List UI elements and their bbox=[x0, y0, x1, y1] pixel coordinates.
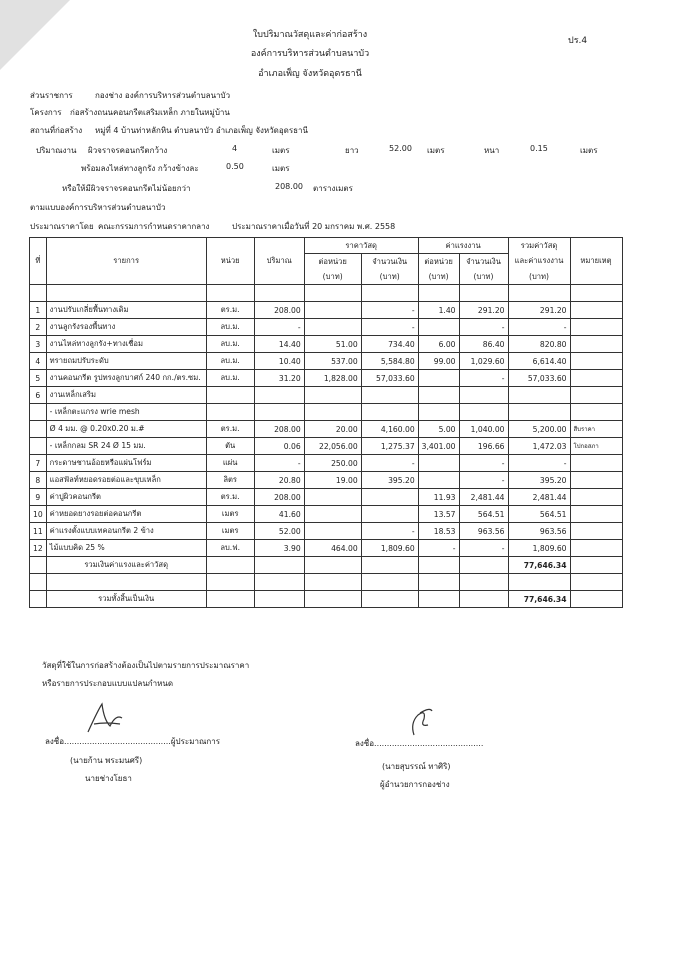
col-item: รายการ bbox=[46, 238, 206, 285]
cell-remark bbox=[570, 540, 622, 557]
cell-lamt: 86.40 bbox=[459, 336, 508, 353]
subtotal-value: 77,646.34 bbox=[508, 557, 570, 574]
cell-lamt: - bbox=[459, 319, 508, 336]
table-row bbox=[30, 438, 623, 455]
cell-mamt bbox=[361, 387, 418, 404]
cell-unit: ลบ.ม. bbox=[206, 353, 254, 370]
cell-item: Ø 4 มม. @ 0.20x0.20 ม.# bbox=[46, 421, 206, 438]
cell-qty: 10.40 bbox=[254, 353, 304, 370]
cell-remark bbox=[570, 404, 622, 421]
col-labor-group: ค่าแรงงาน bbox=[418, 238, 508, 254]
cell-unit: ลบ.ฟ. bbox=[206, 540, 254, 557]
cell-item: ไม้แบบคิด 25 % bbox=[46, 540, 206, 557]
cell-total: 1,472.03 bbox=[508, 438, 570, 455]
cell-item: งานลูกรังรองพื้นทาง bbox=[46, 319, 206, 336]
estimate-date: ประมาณราคาเมื่อวันที่ 20 มกราคม พ.ศ. 2558 bbox=[232, 222, 396, 231]
length-value: 52.00 bbox=[389, 144, 412, 153]
cell-qty bbox=[254, 387, 304, 404]
cell-remark bbox=[570, 353, 622, 370]
cell-qty: - bbox=[254, 319, 304, 336]
table-row bbox=[30, 404, 623, 421]
shoulder-value: 0.50 bbox=[226, 162, 244, 171]
estimator-value: คณะกรรมการกำหนดราคากลาง bbox=[98, 222, 210, 231]
doc-title: ใบปริมาณวัสดุและค่าก่อสร้าง bbox=[252, 30, 368, 40]
cost-table bbox=[29, 237, 623, 608]
table-row bbox=[30, 455, 623, 472]
qty-desc: ผิวจราจรคอนกรีตกว้าง bbox=[88, 146, 168, 155]
cell-item: ค่าแรงตั้งแบบเทคอนกรีต 2 ข้าง bbox=[46, 523, 206, 540]
cell-lup: 18.53 bbox=[418, 523, 459, 540]
cell-unit bbox=[206, 404, 254, 421]
cell-lamt: - bbox=[459, 540, 508, 557]
cell-total: 395.20 bbox=[508, 472, 570, 489]
cell-mamt: 395.20 bbox=[361, 472, 418, 489]
cell-lup bbox=[418, 404, 459, 421]
cell-unit: ตร.ม. bbox=[206, 489, 254, 506]
cell-lup: 5.00 bbox=[418, 421, 459, 438]
col-material-amount: จำนวนเงิน bbox=[361, 254, 418, 270]
right-signer-name: (นายสุบรรณ์ ทาศิริ) bbox=[382, 762, 451, 771]
col-material-group: ราคาวัสดุ bbox=[304, 238, 418, 254]
table-row bbox=[30, 523, 623, 540]
cell-item: ทรายถมปรับระดับ bbox=[46, 353, 206, 370]
cell-lamt bbox=[459, 404, 508, 421]
cell-lup: 6.00 bbox=[418, 336, 459, 353]
col-unit: หน่วย bbox=[206, 238, 254, 285]
cell-qty: 41.60 bbox=[254, 506, 304, 523]
site-value: หมู่ที่ 4 บ้านท่าหลักหิน ตำบลนาบัว อำเภอเพ็ญ จังหวัดอุดรธานี bbox=[95, 126, 309, 135]
cell-item: แอสฟัลท์หยอดรอยต่อและขุบเหล็ก bbox=[46, 472, 206, 489]
cell-mup bbox=[304, 404, 361, 421]
cell-qty: 0.06 bbox=[254, 438, 304, 455]
cell-no: 4 bbox=[30, 353, 47, 370]
cell-qty: 3.90 bbox=[254, 540, 304, 557]
subtotal-row bbox=[30, 557, 623, 574]
cell-lamt bbox=[459, 387, 508, 404]
table-row bbox=[30, 370, 623, 387]
table-row bbox=[30, 506, 623, 523]
table-row bbox=[30, 540, 623, 557]
cell-qty: 208.00 bbox=[254, 421, 304, 438]
cell-no: 8 bbox=[30, 472, 47, 489]
right-sign-line: ลงชื่อ........................................... bbox=[355, 739, 484, 748]
cell-no: 12 bbox=[30, 540, 47, 557]
col-baht: (บาท) bbox=[304, 269, 361, 285]
thick-unit: เมตร bbox=[580, 146, 598, 155]
cell-lamt: - bbox=[459, 370, 508, 387]
cell-no: 7 bbox=[30, 455, 47, 472]
cell-total: 820.80 bbox=[508, 336, 570, 353]
cell-qty: 14.40 bbox=[254, 336, 304, 353]
cell-lamt: 196.66 bbox=[459, 438, 508, 455]
cell-no: 3 bbox=[30, 336, 47, 353]
cell-total: 963.56 bbox=[508, 523, 570, 540]
cell-mup: 1,828.00 bbox=[304, 370, 361, 387]
note-line-1: วัสดุที่ใช้ในการก่อสร้างต้องเป็นไปตามรายการประมาณราคา bbox=[42, 661, 250, 670]
cell-remark bbox=[570, 370, 622, 387]
cell-unit: ตร.ม. bbox=[206, 302, 254, 319]
col-total-group: รวมค่าวัสดุ bbox=[508, 238, 570, 254]
cell-no: 2 bbox=[30, 319, 47, 336]
cell-remark bbox=[570, 472, 622, 489]
cell-remark bbox=[570, 523, 622, 540]
cell-lamt: 2,481.44 bbox=[459, 489, 508, 506]
left-signer-name: (นายก้าน พระมนศรี) bbox=[70, 756, 143, 765]
cell-total: 291.20 bbox=[508, 302, 570, 319]
cell-lamt: 963.56 bbox=[459, 523, 508, 540]
table-row bbox=[30, 302, 623, 319]
grand-total-value: 77,646.34 bbox=[508, 591, 570, 608]
cell-total: - bbox=[508, 455, 570, 472]
cell-item: ค่าหยอดยางรอยต่อคอนกรีต bbox=[46, 506, 206, 523]
cell-no: 10 bbox=[30, 506, 47, 523]
cell-unit: แผ่น bbox=[206, 455, 254, 472]
cell-item: - เหล็กตะแกรง wrie mesh bbox=[46, 404, 206, 421]
cell-mamt: 4,160.00 bbox=[361, 421, 418, 438]
cell-mup: 22,056.00 bbox=[304, 438, 361, 455]
cell-unit bbox=[206, 387, 254, 404]
cell-no bbox=[30, 438, 47, 455]
cell-total bbox=[508, 387, 570, 404]
cell-item: กระดาษชานอ้อยหรือแผ่นโฟร์ม bbox=[46, 455, 206, 472]
cell-lup bbox=[418, 370, 459, 387]
col-baht: (บาท) bbox=[459, 269, 508, 285]
cell-total: 6,614.40 bbox=[508, 353, 570, 370]
shoulder-unit: เมตร bbox=[272, 164, 290, 173]
table-row bbox=[30, 472, 623, 489]
cell-total: 57,033.60 bbox=[508, 370, 570, 387]
cell-unit: ลิตร bbox=[206, 472, 254, 489]
cell-total: 1,809.60 bbox=[508, 540, 570, 557]
cell-remark bbox=[570, 387, 622, 404]
left-sign-line: ลงชื่อ..........................................ผู้ประมาณการ bbox=[45, 737, 221, 746]
cell-lup: 1.40 bbox=[418, 302, 459, 319]
cell-total: 5,200.00 bbox=[508, 421, 570, 438]
cell-lamt: - bbox=[459, 455, 508, 472]
site-label: สถานที่ก่อสร้าง bbox=[30, 126, 83, 135]
page-corner-shadow bbox=[0, 0, 70, 70]
cell-remark: สืบราคา bbox=[570, 421, 622, 438]
cell-mamt: - bbox=[361, 455, 418, 472]
col-total-group2: และค่าแรงงาน bbox=[508, 254, 570, 270]
spacer-row bbox=[30, 574, 623, 591]
dept-value: กองช่าง องค์การบริหารส่วนตำบลนาบัว bbox=[95, 91, 231, 100]
cell-mup bbox=[304, 387, 361, 404]
cell-mamt: 5,584.80 bbox=[361, 353, 418, 370]
cell-lamt: - bbox=[459, 472, 508, 489]
length-label: ยาว bbox=[345, 146, 359, 155]
cell-mamt bbox=[361, 506, 418, 523]
cell-item: งานเหล็กเสริม bbox=[46, 387, 206, 404]
cell-mup: 537.00 bbox=[304, 353, 361, 370]
cost-table-body bbox=[30, 302, 623, 557]
qty-label: ปริมาณงาน bbox=[36, 146, 77, 155]
table-row bbox=[30, 336, 623, 353]
cell-remark bbox=[570, 489, 622, 506]
header-spacer-cell bbox=[30, 285, 47, 302]
table-row bbox=[30, 353, 623, 370]
cell-mup bbox=[304, 319, 361, 336]
cell-no bbox=[30, 421, 47, 438]
cell-no: 9 bbox=[30, 489, 47, 506]
cell-no: 1 bbox=[30, 302, 47, 319]
cell-mamt: - bbox=[361, 302, 418, 319]
cell-lamt: 291.20 bbox=[459, 302, 508, 319]
grand-total-row bbox=[30, 591, 623, 608]
cell-lup bbox=[418, 387, 459, 404]
col-labor-amount: จำนวนเงิน bbox=[459, 254, 508, 270]
cell-mup bbox=[304, 506, 361, 523]
right-signer-role: ผู้อำนวยการกองช่าง bbox=[380, 780, 450, 789]
cell-mamt: 1,275.37 bbox=[361, 438, 418, 455]
cell-mup bbox=[304, 302, 361, 319]
cell-no: 6 bbox=[30, 387, 47, 404]
cell-item: งานคอนกรีต รูปทรงลูกบาศก์ 240 กก./ตร.ซม. bbox=[46, 370, 206, 387]
form-code: ปร.4 bbox=[568, 36, 588, 46]
cell-item: งานปรับเกลี่ยพื้นทางเดิม bbox=[46, 302, 206, 319]
cell-no: 11 bbox=[30, 523, 47, 540]
cell-mup bbox=[304, 489, 361, 506]
left-signature-scribble bbox=[80, 700, 130, 738]
table-row bbox=[30, 489, 623, 506]
col-no: ที่ bbox=[30, 238, 47, 285]
cell-unit: ลบ.ม. bbox=[206, 336, 254, 353]
col-labor-unit-price: ต่อหน่วย bbox=[418, 254, 459, 270]
dept-label: ส่วนราชการ bbox=[30, 91, 73, 100]
cell-qty: 52.00 bbox=[254, 523, 304, 540]
cell-unit: เมตร bbox=[206, 523, 254, 540]
area-value: 208.00 bbox=[275, 182, 303, 191]
col-baht: (บาท) bbox=[508, 269, 570, 285]
cell-remark: โปกอสภา bbox=[570, 438, 622, 455]
cell-qty: 31.20 bbox=[254, 370, 304, 387]
cell-mamt: 734.40 bbox=[361, 336, 418, 353]
table-row bbox=[30, 387, 623, 404]
cell-remark bbox=[570, 336, 622, 353]
col-material-unit-price: ต่อหน่วย bbox=[304, 254, 361, 270]
table-row bbox=[30, 421, 623, 438]
cell-qty: - bbox=[254, 455, 304, 472]
area-unit: ตารางเมตร bbox=[313, 184, 353, 193]
cell-total bbox=[508, 404, 570, 421]
cell-qty: 208.00 bbox=[254, 489, 304, 506]
cell-remark bbox=[570, 455, 622, 472]
cell-mamt bbox=[361, 489, 418, 506]
cell-total: 564.51 bbox=[508, 506, 570, 523]
cell-lup: 13.57 bbox=[418, 506, 459, 523]
cell-item: ค่าปูผิวคอนกรีต bbox=[46, 489, 206, 506]
cell-unit: ตร.ม. bbox=[206, 421, 254, 438]
cell-lup: 3,401.00 bbox=[418, 438, 459, 455]
project-label: โครงการ bbox=[30, 108, 62, 117]
cell-total: - bbox=[508, 319, 570, 336]
cell-mup: 20.00 bbox=[304, 421, 361, 438]
cell-mup: 51.00 bbox=[304, 336, 361, 353]
cell-no bbox=[30, 404, 47, 421]
cell-item: งานไหล่ทางลูกรัง+ทางเชื่อม bbox=[46, 336, 206, 353]
subtotal-label: รวมเงินค่าแรงและค่าวัสดุ bbox=[46, 557, 206, 574]
cell-mamt bbox=[361, 404, 418, 421]
cell-unit: ลบ.ม. bbox=[206, 370, 254, 387]
project-value: ก่อสร้างถนนคอนกรีตเสริมเหล็ก ภายในหมู่บ้าน bbox=[70, 108, 230, 117]
cell-mup bbox=[304, 523, 361, 540]
col-qty: ปริมาณ bbox=[254, 238, 304, 285]
right-signature-scribble bbox=[400, 705, 440, 741]
cell-unit: ตัน bbox=[206, 438, 254, 455]
cell-no: 5 bbox=[30, 370, 47, 387]
shoulder-label: พร้อมลงไหล่ทางลูกรัง กว้างข้างละ bbox=[81, 164, 199, 173]
col-baht: (บาท) bbox=[418, 269, 459, 285]
width-value: 4 bbox=[232, 144, 238, 153]
cell-remark bbox=[570, 506, 622, 523]
plan-note: ตามแบบองค์การบริหารส่วนตำบลนาบัว bbox=[30, 203, 166, 212]
cell-mamt: - bbox=[361, 523, 418, 540]
cell-lamt: 1,040.00 bbox=[459, 421, 508, 438]
cell-remark bbox=[570, 319, 622, 336]
cell-mamt: 1,809.60 bbox=[361, 540, 418, 557]
cell-mamt: 57,033.60 bbox=[361, 370, 418, 387]
cell-lup: 11.93 bbox=[418, 489, 459, 506]
col-baht: (บาท) bbox=[361, 269, 418, 285]
thick-label: หนา bbox=[484, 146, 500, 155]
length-unit: เมตร bbox=[427, 146, 445, 155]
cell-mup: 250.00 bbox=[304, 455, 361, 472]
col-remark: หมายเหตุ bbox=[570, 238, 622, 285]
cell-lup bbox=[418, 319, 459, 336]
cell-lup bbox=[418, 472, 459, 489]
cell-mup: 19.00 bbox=[304, 472, 361, 489]
cell-qty: 20.80 bbox=[254, 472, 304, 489]
left-signer-role: นายช่างโยธา bbox=[85, 774, 132, 783]
cell-unit: ลบ.ม. bbox=[206, 319, 254, 336]
cell-remark bbox=[570, 302, 622, 319]
cell-lup bbox=[418, 455, 459, 472]
note-line-2: หรือรายการประกอบแบบแปลนกำหนด bbox=[42, 679, 174, 688]
cell-lamt: 1,029.60 bbox=[459, 353, 508, 370]
cell-mamt: - bbox=[361, 319, 418, 336]
cell-unit: เมตร bbox=[206, 506, 254, 523]
cell-lup: - bbox=[418, 540, 459, 557]
table-row bbox=[30, 319, 623, 336]
grand-total-label: รวมทั้งสิ้นเป็นเงิน bbox=[46, 591, 206, 608]
width-unit: เมตร bbox=[272, 146, 290, 155]
cell-lup: 99.00 bbox=[418, 353, 459, 370]
cell-mup: 464.00 bbox=[304, 540, 361, 557]
area-label: หรือให้มีผิวจราจรคอนกรีตไม่น้อยกว่า bbox=[62, 184, 191, 193]
cell-lamt: 564.51 bbox=[459, 506, 508, 523]
thick-value: 0.15 bbox=[530, 144, 548, 153]
cell-item: - เหล็กกลม SR 24 Ø 15 มม. bbox=[46, 438, 206, 455]
doc-org: องค์การบริหารส่วนตำบลนาบัว bbox=[250, 49, 370, 59]
cell-qty: 208.00 bbox=[254, 302, 304, 319]
cell-total: 2,481.44 bbox=[508, 489, 570, 506]
doc-district: อำเภอเพ็ญ จังหวัดอุดรธานี bbox=[258, 69, 362, 79]
estimator-label: ประมาณราคาโดย bbox=[30, 222, 94, 231]
cell-qty bbox=[254, 404, 304, 421]
